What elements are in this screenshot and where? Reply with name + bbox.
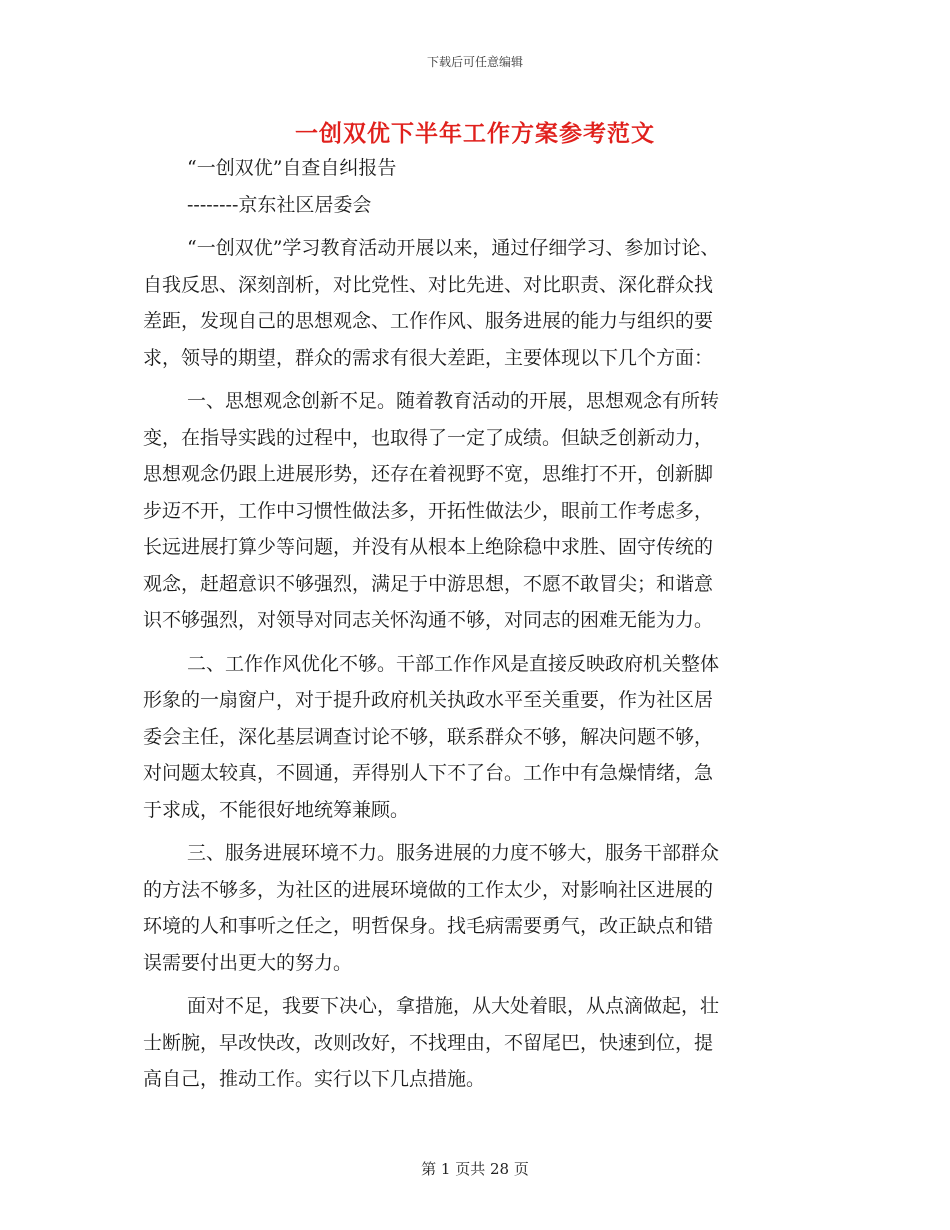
paragraph-line: 求，领导的期望，群众的需求有很大差距，主要体现以下几个方面： [143,346,714,369]
paragraph [143,988,813,1098]
paragraph [143,835,813,981]
paragraph-line: 自我反思、深刻剖析，对比党性、对比先进、对比职责、深化群众找 [143,273,714,296]
paragraph-line: 一、思想观念创新不足。随着教育活动的开展，思想观念有所转 [187,390,720,412]
paragraph-line: 高自己，推动工作。实行以下几点措施。 [143,1068,486,1090]
paragraph-line: 观念，赶超意识不够强烈，满足于中游思想，不愿不敢冒尖；和谐意 [143,572,714,595]
paragraph-line: “一创双优”学习教育活动开展以来，通过仔细学习、参加讨论、 [187,237,720,259]
paragraph-line: 环境的人和事听之任之，明哲保身。找毛病需要勇气，改正缺点和错 [143,915,714,937]
paragraph-list [143,230,813,1098]
page-footer: 第 1 页共 28 页 [421,1160,529,1178]
paragraph-line: 士断腕，早改快改，改则改好，不找理由，不留尾巴，快速到位，提 [143,1031,714,1054]
header-note: 下载后可任意编辑 [426,55,523,69]
paragraph-line: 步迈不开，工作中习惯性做法多，开拓性做法少，眼前工作考虑多， [143,499,714,522]
paragraph-line: 的方法不够多，为社区的进展环境做的工作太少，对影响社区进展的 [143,878,714,901]
paragraph-line: 长远进展打算少等问题，并没有从根本上绝除稳中求胜、固守传统的 [143,536,714,558]
paragraph [143,230,813,376]
paragraph [143,383,813,639]
paragraph-line: 二、工作作风优化不够。干部工作作风是直接反映政府机关整体 [187,652,720,675]
paragraph-line: 委会主任，深化基层调查讨论不够，联系群众不够，解决问题不够， [143,725,714,748]
paragraph-line: 误需要付出更大的努力。 [143,951,353,974]
paragraph-line: 于求成，不能很好地统筹兼顾。 [143,798,410,821]
paragraph-line: 变，在指导实践的过程中，也取得了一定了成绩。但缺乏创新动力， [143,426,714,449]
paragraph-line: 面对不足，我要下决心，拿措施，从大处着眼，从点滴做起，壮 [187,995,720,1017]
paragraph [143,646,813,829]
document-title: 一创双优下半年工作方案参考范文 [295,120,655,147]
paragraph-line: 识不够强烈，对领导对同志关怀沟通不够，对同志的困难无能为力。 [143,609,714,631]
paragraph-line: 形象的一扇窗户，对于提升政府机关执政水平至关重要，作为社区居 [143,689,714,711]
author-line: --------京东社区居委会 [187,193,372,216]
paragraph-line: 对问题太较真，不圆通，弄得别人下不了台。工作中有急燥情绪，急 [143,762,714,784]
paragraph-line: 差距，发现自己的思想观念、工作作风、服务进展的能力与组织的要 [143,310,714,332]
document-body [143,150,813,1098]
subtitle: “一创双优”自查自纠报告 [187,157,397,179]
paragraph-line: 思想观念仍跟上进展形势，还存在着视野不宽，思维打不开，创新脚 [143,463,714,485]
paragraph-line: 三、服务进展环境不力。服务进展的力度不够大，服务干部群众 [187,842,720,864]
